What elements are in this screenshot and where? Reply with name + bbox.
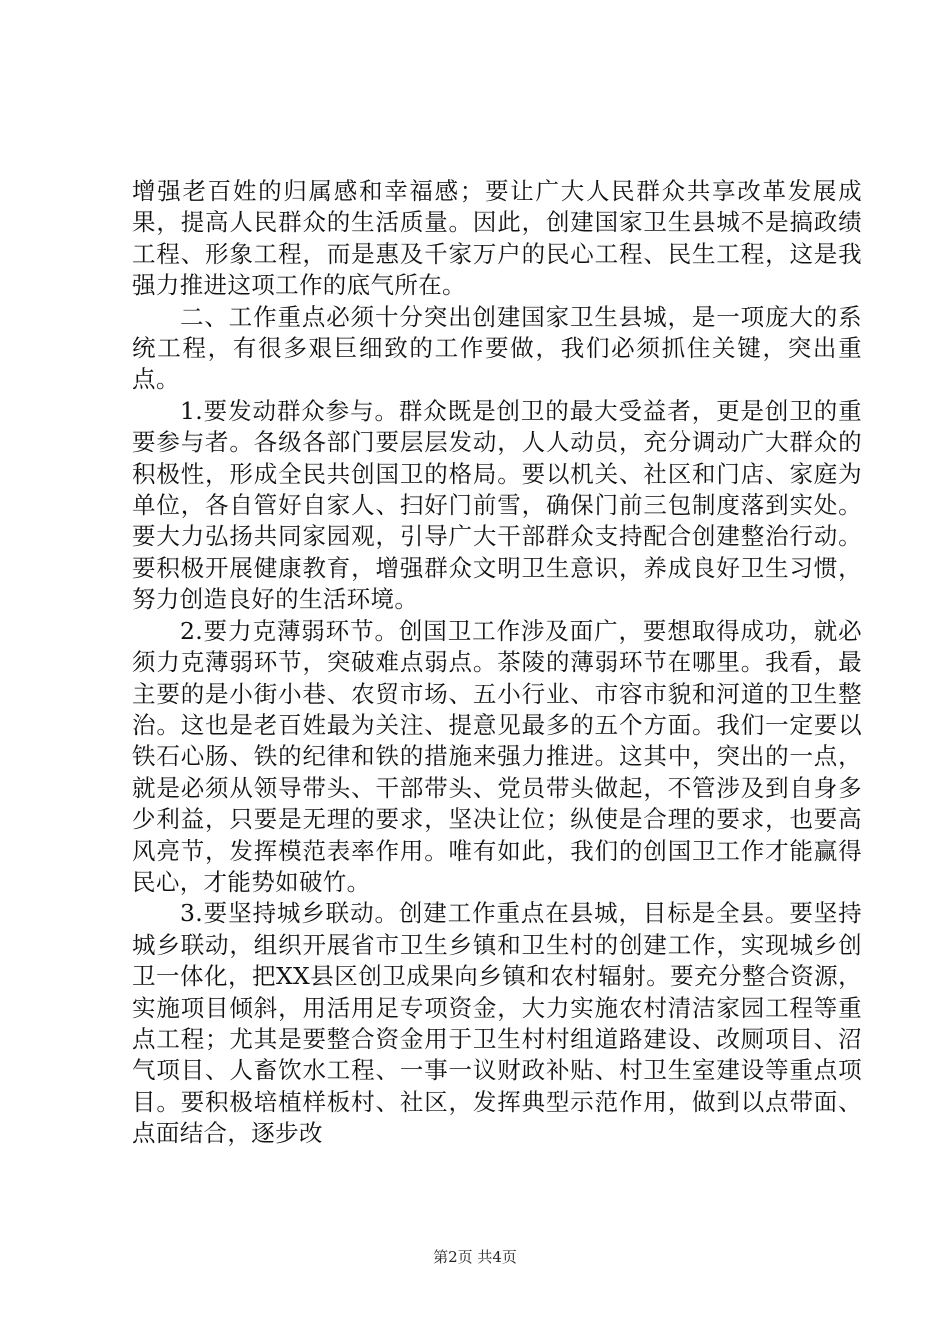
page-number-label: 第2页 共4页 [433, 1248, 517, 1266]
page-footer [0, 1247, 950, 1267]
paragraph-item-1: 1.要发动群众参与。群众既是创卫的最大受益者，更是创卫的重要参与者。各级各部门要层层发动，人人动员，充分调动广大群众的积极性，形成全民共创国卫的格局。要以机关、社区和门店、家庭为单位，各自管好自家人、扫好门前雪，确保门前三包制度落到实处。要大力弘扬共同家园观，引导广大干部群众支持配合创建整治行动。要积极开展健康教育，增强群众文明卫生意识，养成良好卫生习惯，努力创造良好的生活环境。 [132, 396, 862, 614]
document-body [132, 176, 862, 1150]
paragraph-section-two: 二、工作重点必须十分突出创建国家卫生县城，是一项庞大的系统工程，有很多艰巨细致的工作要做，我们必须抓住关键，突出重点。 [132, 302, 862, 394]
paragraph-item-2: 2.要力克薄弱环节。创国卫工作涉及面广，要想取得成功，就必须力克薄弱环节，突破难点弱点。茶陵的薄弱环节在哪里。我看，最主要的是小街小巷、农贸市场、五小行业、市容市貌和河道的卫生整治。这也是老百姓最为关注、提意见最多的五个方面。我们一定要以铁石心肠、铁的纪律和铁的措施来强力推进。这其中，突出的一点，就是必须从领导带头、干部带头、党员带头做起，不管涉及到自身多少利益，只要是无理的要求，坚决让位；纵使是合理的要求，也要高风亮节，发挥模范表率作用。唯有如此，我们的创国卫工作才能赢得民心，才能势如破竹。 [132, 616, 862, 896]
paragraph-intro: 增强老百姓的归属感和幸福感；要让广大人民群众共享改革发展成果，提高人民群众的生活质量。因此，创建国家卫生县城不是搞政绩工程、形象工程，而是惠及千家万户的民心工程、民生工程，这是我强力推进这项工作的底气所在。 [132, 177, 862, 300]
paragraph-item-3: 3.要坚持城乡联动。创建工作重点在县城，目标是全县。要坚持城乡联动，组织开展省市卫生乡镇和卫生村的创建工作，实现城乡创卫一体化，把XX县区创卫成果向乡镇和农村辐射。要充分整合资源，实施项目倾斜，用活用足专项资金，大力实施农村清洁家园工程等重点工程；尤其是要整合资金用于卫生村村组道路建设、改厕项目、沼气项目、人畜饮水工程、一事一议财政补贴、村卫生室建设等重点项目。要积极培植样板村、社区，发挥典型示范作用，做到以点带面、点面结合，逐步改 [132, 899, 862, 1148]
